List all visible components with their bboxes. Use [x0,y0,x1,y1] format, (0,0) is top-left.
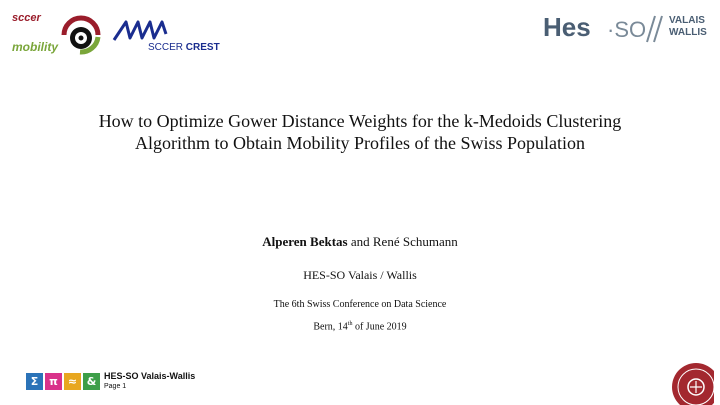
page-number: Page 1 [104,383,127,390]
footer-symbol-tiles [26,373,100,391]
slide-title-line-1: How to Optimize Gower Distance Weights for the k-Medoids Clustering [98,111,622,131]
hes-so-logo-wallis: WALLIS [669,27,707,38]
author-secondary: René Schumann [372,234,458,249]
conference-name: The 6th Swiss Conference on Data Science [273,299,447,310]
authors [0,234,720,250]
author-primary: Alperen Bektas [262,234,348,249]
university-seal-icon [666,357,714,405]
sccer-crest-label [148,42,220,53]
hes-so-logo-hes: Hes [543,12,591,42]
author-connector: and [350,234,370,249]
pi-icon: π [45,373,62,390]
footer-institution: HES-SO Valais-Wallis [104,371,196,381]
sccer-crest-prefix: SCCER [148,42,184,53]
hes-so-slashes-icon [643,14,667,44]
hes-so-logo-so: ·SO [607,17,647,42]
hes-so-logo-region [669,15,707,39]
event-date-prefix: Bern, 14 [313,321,348,333]
sccer-mobility-logo [10,10,102,56]
sccer-crest-logo [112,16,232,56]
event-date-suffix: of June 2019 [352,321,407,333]
sigma-icon: Σ [26,373,43,390]
institution: HES-SO Valais / Wallis [303,268,417,282]
slide-title-line-2: Algorithm to Obtain Mobility Profiles of the Swiss Population [135,133,585,153]
wheel-icon [60,14,102,56]
event-date-sup: th [347,321,353,327]
sccer-mobility-logo-text-bottom: mobility [12,40,59,54]
hes-so-logo-valais: VALAIS [669,15,705,26]
sccer-crest-suffix: CREST [185,42,220,53]
slide-title [60,110,660,154]
event-date [0,321,720,332]
ampersand-icon: & [83,373,100,390]
sccer-mobility-logo-text-top: sccer [12,12,41,24]
hes-so-logo [543,12,713,46]
approx-icon: ≈ [64,373,81,390]
